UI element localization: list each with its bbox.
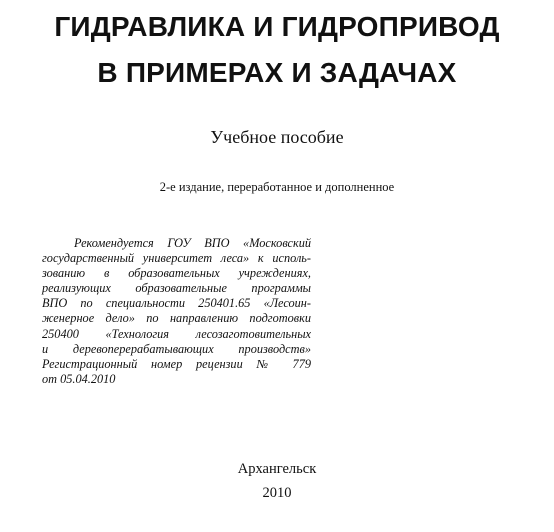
recommendation-line: государственный университет леса» к исполь- bbox=[42, 251, 311, 266]
book-subtitle: Учебное пособие bbox=[210, 127, 344, 147]
publication-year: 2010 bbox=[262, 485, 292, 501]
book-title bbox=[0, 4, 554, 96]
recommendation-statement bbox=[42, 236, 311, 387]
recommendation-line: и деревоперерабатывающих производств» bbox=[42, 341, 311, 356]
recommendation-line: Регистрационный номер рецензии № 779 bbox=[42, 356, 311, 371]
recommendation-line: реализующих образовательные программы bbox=[42, 281, 311, 296]
book-title-line-2: В ПРИМЕРАХ И ЗАДАЧАХ bbox=[97, 57, 457, 88]
book-title-line-1: ГИДРАВЛИКА И ГИДРОПРИВОД bbox=[54, 11, 500, 42]
recommendation-line: зованию в образовательных учреждениях, bbox=[42, 266, 311, 281]
recommendation-line: ВПО по специальности 250401.65 «Лесоин- bbox=[42, 296, 311, 311]
recommendation-line: Рекомендуется ГОУ ВПО «Московский bbox=[74, 236, 311, 250]
recommendation-line: женерное дело» по направлению подготовки bbox=[42, 311, 311, 326]
recommendation-line: от 05.04.2010 bbox=[42, 371, 116, 386]
edition-note: 2-е издание, переработанное и дополненное bbox=[159, 180, 395, 194]
publication-city: Архангельск bbox=[237, 461, 317, 477]
recommendation-line: 250400 «Технология лесозаготовительных bbox=[42, 326, 311, 341]
